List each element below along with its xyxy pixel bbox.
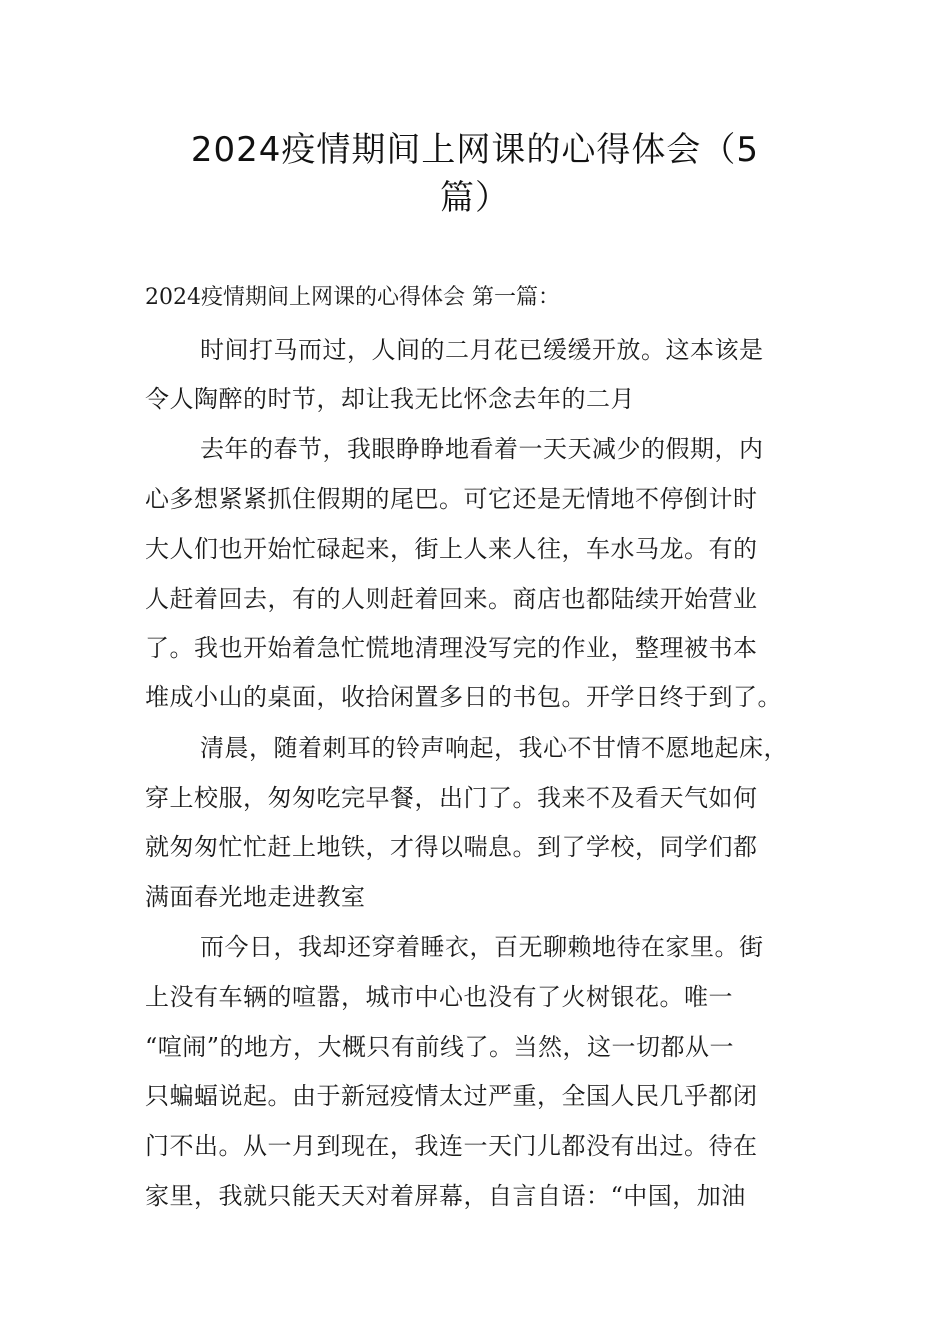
paragraph-line: 门不出。从一月到现在，我连一天门儿都没有出过。待在 bbox=[145, 1132, 758, 1160]
paragraph-line: “喧闹”的地方，大概只有前线了。当然，这一切都从一 bbox=[145, 1033, 735, 1061]
paragraph-line: 去年的春节，我眼睁睁地看着一天天减少的假期，内 bbox=[200, 435, 764, 463]
paragraph-line: 堆成小山的桌面，收拾闲置多日的书包。开学日终于到了。 bbox=[145, 683, 782, 711]
paragraph-line: 清晨，随着刺耳的铃声响起，我心不甘情不愿地起床， bbox=[200, 734, 788, 762]
section-heading: 2024疫情期间上网课的心得体会 第一篇： bbox=[145, 285, 560, 310]
paragraph-line: 而今日，我却还穿着睡衣，百无聊赖地待在家里。街 bbox=[200, 933, 764, 961]
document-title bbox=[120, 126, 830, 222]
paragraph-line: 上没有车辆的喧嚣，城市中心也没有了火树银花。唯一 bbox=[145, 983, 733, 1011]
paragraph-line: 就匆匆忙忙赶上地铁，才得以喘息。到了学校，同学们都 bbox=[145, 833, 758, 861]
paragraph-line: 大人们也开始忙碌起来，街上人来人往，车水马龙。有的 bbox=[145, 535, 758, 563]
paragraph-line: 了。我也开始着急忙慌地清理没写完的作业，整理被书本 bbox=[145, 634, 758, 662]
paragraph-line: 只蝙蝠说起。由于新冠疫情太过严重，全国人民几乎都闭 bbox=[145, 1082, 758, 1110]
paragraph-line: 令人陶醉的时节，却让我无比怀念去年的二月 bbox=[145, 385, 635, 413]
paragraph-line: 家里，我就只能天天对着屏幕，自言自语：“中国，加油 bbox=[145, 1182, 746, 1210]
title-line-2: 篇） bbox=[440, 178, 510, 218]
paragraph-line: 心多想紧紧抓住假期的尾巴。可它还是无情地不停倒计时 bbox=[145, 485, 758, 513]
title-line-1: 2024疫情期间上网课的心得体会（5 bbox=[190, 130, 760, 170]
paragraph-line: 满面春光地走进教室 bbox=[145, 883, 366, 911]
paragraph-line: 人赶着回去，有的人则赶着回来。商店也都陆续开始营业 bbox=[145, 585, 758, 613]
paragraph-line: 时间打马而过，人间的二月花已缓缓开放。这本该是 bbox=[200, 336, 764, 364]
paragraph-line: 穿上校服，匆匆吃完早餐，出门了。我来不及看天气如何 bbox=[145, 784, 758, 812]
